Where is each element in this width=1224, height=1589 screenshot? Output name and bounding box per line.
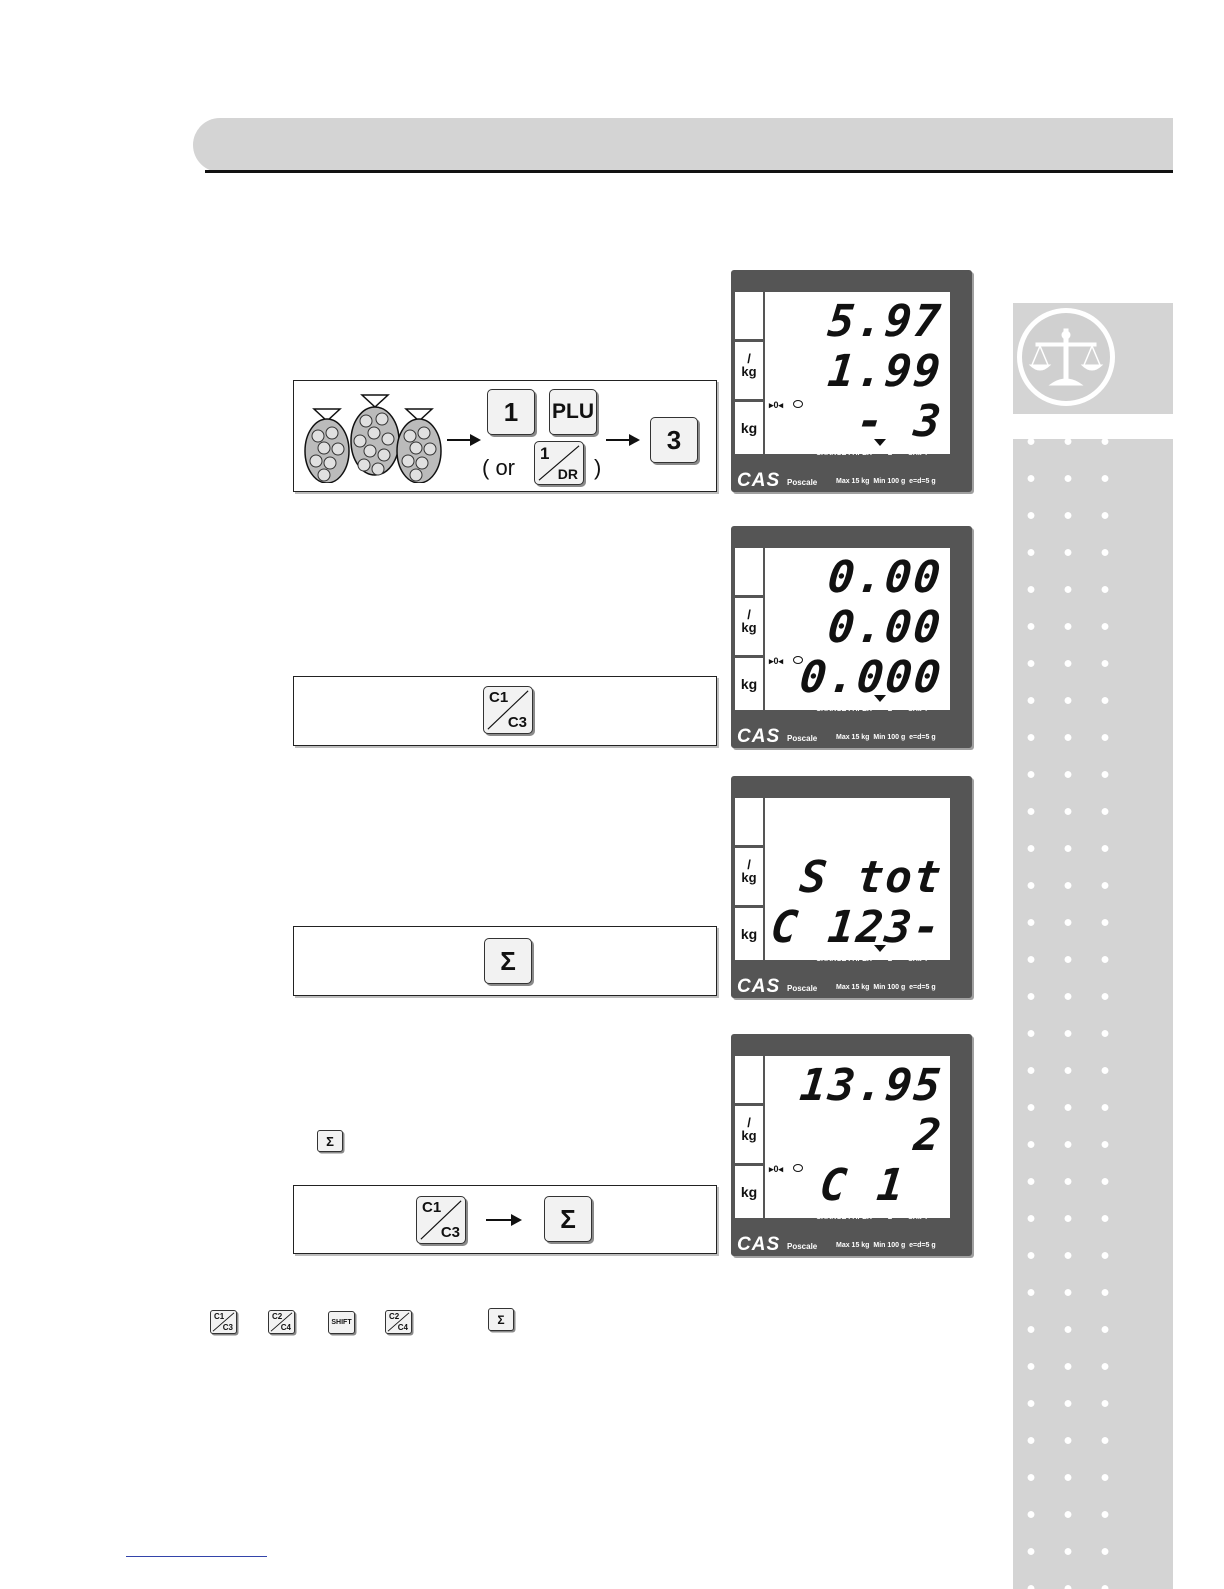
brand-logo: CAS <box>737 1234 781 1255</box>
zero-indicator: ▸0◂ <box>769 1164 784 1174</box>
balance-scale-icon <box>1022 313 1110 401</box>
sigma-small-key[interactable]: Σ <box>488 1308 514 1331</box>
stable-indicator-icon <box>793 400 803 408</box>
dr-key-button[interactable] <box>534 441 584 485</box>
zero-indicator: ▸0◂ <box>769 400 784 410</box>
c1-c3-key-button[interactable]: C1 C3 <box>483 686 533 734</box>
section-header-rule <box>205 170 1173 173</box>
total-price-readout: 5.97 <box>825 296 945 347</box>
weight-readout: C 123- <box>768 902 945 953</box>
c2-c4-small-key[interactable]: C2 C4 <box>385 1310 412 1334</box>
unit-kg-label: kg <box>735 402 763 454</box>
capacity-spec: Max 15 kg Min 100 g e=d=5 g <box>836 1242 936 1249</box>
c1-c3-key-button[interactable]: C1 C3 <box>416 1196 466 1244</box>
dr-key-top-label: 1 <box>540 444 550 463</box>
unit-price-readout: 0.00 <box>825 602 945 653</box>
weight-readout: 0.000 <box>796 652 945 703</box>
model-name: Poscale <box>787 734 818 743</box>
sigma-indicator-icon <box>874 439 886 446</box>
lcd-screen <box>765 798 950 960</box>
scale-emblem <box>1017 308 1115 406</box>
unit-per-kg-label: / kg <box>735 848 763 905</box>
model-name: Poscale <box>787 1242 818 1251</box>
unit-price-readout: 2 <box>910 1110 945 1161</box>
or-label: ( or <box>482 455 515 480</box>
stable-indicator-icon <box>793 656 803 664</box>
model-name: Poscale <box>787 478 818 487</box>
brand-logo: CAS <box>737 726 781 747</box>
plu-key-button[interactable]: PLU <box>549 389 597 435</box>
scale-display-panel <box>731 1034 972 1256</box>
arrow-icon <box>447 439 479 441</box>
status-labels: CHARGE PAPER Σ SHIFT <box>816 956 929 963</box>
weight-readout: C 1 <box>816 1160 908 1211</box>
step1-instruction-box <box>293 380 717 492</box>
unit-kg-label: kg <box>735 1166 763 1218</box>
capacity-spec: Max 15 kg Min 100 g e=d=5 g <box>836 984 936 991</box>
side-tab <box>1013 303 1173 414</box>
stable-indicator-icon <box>793 1164 803 1172</box>
key-1-button[interactable]: 1 <box>487 389 535 435</box>
scale-display-panel <box>731 270 972 492</box>
step3-instruction-box <box>293 926 717 996</box>
status-labels: CHARGE PAPER Σ SHIFT <box>816 706 929 713</box>
shift-small-key[interactable]: SHIFT <box>328 1311 355 1334</box>
footnote-rule <box>126 1556 267 1557</box>
sigma-indicator-icon <box>874 695 886 702</box>
unit-kg-label: kg <box>735 908 763 960</box>
total-price-readout: 0.00 <box>825 552 945 603</box>
fruit-bags-icon <box>304 391 454 483</box>
arrow-icon <box>486 1219 520 1221</box>
status-labels: CHARGE PAPER Σ SHIFT <box>816 450 929 457</box>
status-labels: CHARGE PAPER Σ SHIFT <box>816 1214 929 1221</box>
scale-display-panel <box>731 526 972 748</box>
sigma-key-button[interactable]: Σ <box>544 1196 592 1242</box>
capacity-spec: Max 15 kg Min 100 g e=d=5 g <box>836 478 936 485</box>
arrow-icon <box>606 439 638 441</box>
lcd-screen <box>765 548 950 710</box>
step4-instruction-box <box>293 1185 717 1254</box>
or-close-label: ) <box>594 455 602 480</box>
inline-sigma-key[interactable]: Σ <box>317 1130 343 1152</box>
brand-logo: CAS <box>737 470 781 491</box>
lcd-screen <box>765 292 950 454</box>
unit-price-readout: 1.99 <box>825 346 945 397</box>
zero-indicator: ▸0◂ <box>769 656 784 666</box>
unit-price-readout: S tot <box>796 852 945 903</box>
weight-readout: - 3 <box>853 396 945 447</box>
total-price-readout: 13.95 <box>796 1060 945 1111</box>
unit-kg-label: kg <box>735 658 763 710</box>
unit-per-kg-label: / kg <box>735 1106 763 1163</box>
unit-per-kg-label: / kg <box>735 342 763 399</box>
scale-display-panel <box>731 776 972 998</box>
sigma-indicator-icon <box>874 945 886 952</box>
sigma-key-button[interactable]: Σ <box>484 938 532 984</box>
brand-logo: CAS <box>737 976 781 997</box>
lcd-screen <box>765 1056 950 1218</box>
model-name: Poscale <box>787 984 818 993</box>
c1-c3-small-key[interactable]: C1 C3 <box>210 1310 237 1334</box>
dr-key-bottom-label: DR <box>557 466 578 482</box>
step2-instruction-box <box>293 676 717 746</box>
c2-c4-small-key[interactable]: C2 C4 <box>268 1310 295 1334</box>
capacity-spec: Max 15 kg Min 100 g e=d=5 g <box>836 734 936 741</box>
key-3-button[interactable]: 3 <box>650 417 698 463</box>
unit-per-kg-label: / kg <box>735 598 763 655</box>
section-header-band <box>193 118 1173 172</box>
